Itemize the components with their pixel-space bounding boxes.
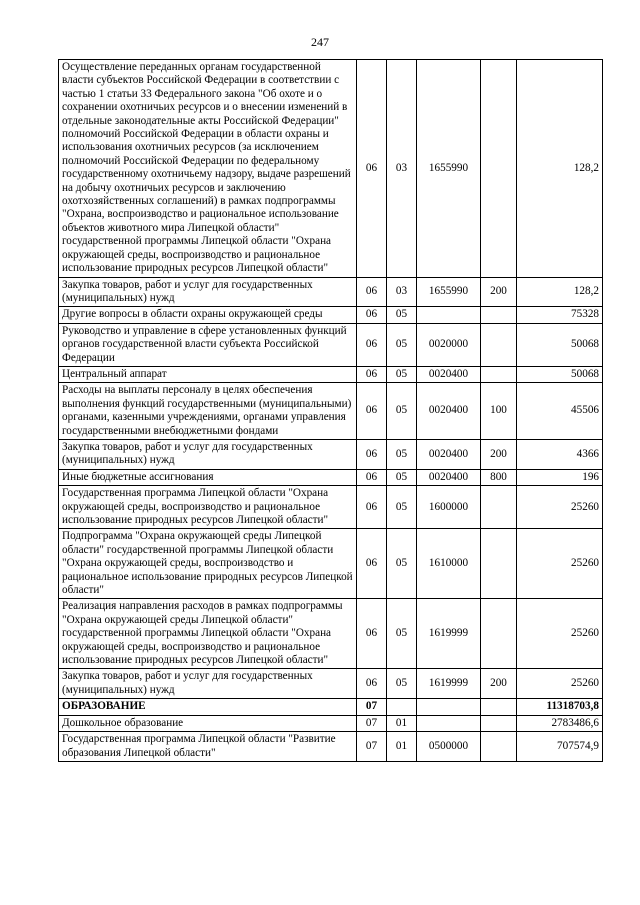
table-row	[59, 383, 603, 440]
cell-name: Подпрограмма "Охрана окружающей среды Липецкой области" государственной программы Липецкой области "Охрана окружающей среды, воспроизводство и рациональное использование природных ресурсов Липецкой области"	[59, 529, 357, 599]
cell-subsection: 05	[387, 307, 417, 323]
cell-name: Государственная программа Липецкой области "Охрана окружающей среды, воспроизводство и рациональное использование природных ресурсов Липецкой области"	[59, 486, 357, 529]
cell-expense-type: 800	[481, 469, 517, 485]
cell-subsection: 03	[387, 277, 417, 307]
cell-amount: 2783486,6	[517, 715, 603, 731]
cell-amount: 11318703,8	[517, 699, 603, 715]
table-row	[59, 439, 603, 469]
cell-expense-type: 100	[481, 383, 517, 440]
cell-expense-type: 200	[481, 669, 517, 699]
cell-section: 06	[357, 323, 387, 366]
cell-name: Государственная программа Липецкой области "Развитие образования Липецкой области"	[59, 732, 357, 762]
cell-name: Иные бюджетные ассигнования	[59, 469, 357, 485]
cell-subsection: 05	[387, 599, 417, 669]
cell-target-item	[417, 715, 481, 731]
cell-section: 06	[357, 366, 387, 382]
cell-subsection: 03	[387, 60, 417, 278]
cell-name: Дошкольное образование	[59, 715, 357, 731]
cell-expense-type	[481, 699, 517, 715]
cell-target-item: 1610000	[417, 529, 481, 599]
page-number: 247	[311, 35, 329, 49]
cell-section: 06	[357, 307, 387, 323]
cell-subsection: 01	[387, 732, 417, 762]
cell-target-item: 0020400	[417, 469, 481, 485]
cell-name: Закупка товаров, работ и услуг для государственных (муниципальных) нужд	[59, 669, 357, 699]
table-row	[59, 715, 603, 731]
cell-name: Расходы на выплаты персоналу в целях обеспечения выполнения функций государственными (муниципальными) органами, казенными учреждениями, органами управления государственными внебюджетными фондами	[59, 383, 357, 440]
cell-expense-type	[481, 599, 517, 669]
cell-expense-type	[481, 732, 517, 762]
cell-target-item: 0020000	[417, 323, 481, 366]
cell-amount: 50068	[517, 366, 603, 382]
table-row	[59, 669, 603, 699]
budget-table	[58, 59, 603, 762]
table-row	[59, 469, 603, 485]
cell-section: 06	[357, 439, 387, 469]
cell-subsection: 05	[387, 469, 417, 485]
cell-name: Реализация направления расходов в рамках подпрограммы "Охрана окружающей среды Липецкой области" государственной программы Липецкой области "Охрана окружающей среды, воспроизводство и рациональное использование природных ресурсов Липецкой области"	[59, 599, 357, 669]
cell-amount: 25260	[517, 599, 603, 669]
cell-amount: 707574,9	[517, 732, 603, 762]
cell-name: Осуществление переданных органам государственной власти субъектов Российской Федерации в соответствии с частью 1 статьи 33 Федерального закона "Об охоте и о сохранении охотничьих ресурсов и о внесении изменений в отдельные законодательные акты Российской Федерации" полномочий Российской Федерации в области охраны и использования охотничьих ресурсов (за исключением полномочий Российской Федерации по федеральному государственному охотничьему надзору, выдаче разрешений на добычу охотничьих ресурсов и заключению охотхозяйственных соглашений) в рамках подпрограммы "Охрана, воспроизводство и рациональное использование объектов животного мира Липецкой области" государственной программы Липецкой области "Охрана окружающей среды, воспроизводство и рациональное использование природных ресурсов Липецкой области"	[59, 60, 357, 278]
cell-expense-type	[481, 60, 517, 278]
cell-expense-type: 200	[481, 277, 517, 307]
cell-target-item: 1619999	[417, 669, 481, 699]
table-row	[59, 277, 603, 307]
cell-target-item: 1600000	[417, 486, 481, 529]
cell-name: Закупка товаров, работ и услуг для государственных (муниципальных) нужд	[59, 439, 357, 469]
cell-section: 06	[357, 60, 387, 278]
cell-subsection	[387, 699, 417, 715]
cell-target-item: 0020400	[417, 439, 481, 469]
table-row	[59, 323, 603, 366]
cell-expense-type: 200	[481, 439, 517, 469]
table-row	[59, 60, 603, 278]
cell-section: 06	[357, 277, 387, 307]
cell-section: 06	[357, 599, 387, 669]
cell-section: 06	[357, 669, 387, 699]
cell-expense-type	[481, 323, 517, 366]
cell-amount: 128,2	[517, 277, 603, 307]
cell-target-item: 1655990	[417, 60, 481, 278]
cell-subsection: 05	[387, 439, 417, 469]
table-row	[59, 307, 603, 323]
cell-subsection: 05	[387, 366, 417, 382]
cell-name: ОБРАЗОВАНИЕ	[59, 699, 357, 715]
table-body	[59, 60, 603, 762]
cell-amount: 50068	[517, 323, 603, 366]
cell-section: 07	[357, 715, 387, 731]
cell-target-item	[417, 699, 481, 715]
cell-amount: 25260	[517, 669, 603, 699]
cell-target-item: 0020400	[417, 383, 481, 440]
cell-section: 06	[357, 486, 387, 529]
cell-section: 06	[357, 529, 387, 599]
cell-target-item	[417, 307, 481, 323]
cell-subsection: 05	[387, 486, 417, 529]
cell-subsection: 05	[387, 323, 417, 366]
table-row	[59, 366, 603, 382]
cell-expense-type	[481, 307, 517, 323]
cell-subsection: 05	[387, 383, 417, 440]
cell-amount: 4366	[517, 439, 603, 469]
table-row	[59, 599, 603, 669]
cell-expense-type	[481, 486, 517, 529]
cell-amount: 75328	[517, 307, 603, 323]
cell-section: 07	[357, 732, 387, 762]
cell-target-item: 0020400	[417, 366, 481, 382]
cell-section: 06	[357, 469, 387, 485]
table-row	[59, 699, 603, 715]
cell-target-item: 0500000	[417, 732, 481, 762]
cell-subsection: 01	[387, 715, 417, 731]
cell-amount: 196	[517, 469, 603, 485]
cell-amount: 25260	[517, 529, 603, 599]
cell-subsection: 05	[387, 529, 417, 599]
cell-expense-type	[481, 366, 517, 382]
cell-amount: 25260	[517, 486, 603, 529]
cell-name: Руководство и управление в сфере установленных функций органов государственной власти субъекта Российской Федерации	[59, 323, 357, 366]
cell-name: Центральный аппарат	[59, 366, 357, 382]
cell-section: 07	[357, 699, 387, 715]
cell-expense-type	[481, 715, 517, 731]
table-row	[59, 486, 603, 529]
cell-name: Закупка товаров, работ и услуг для государственных (муниципальных) нужд	[59, 277, 357, 307]
cell-expense-type	[481, 529, 517, 599]
cell-target-item: 1619999	[417, 599, 481, 669]
cell-name: Другие вопросы в области охраны окружающей среды	[59, 307, 357, 323]
cell-subsection: 05	[387, 669, 417, 699]
cell-amount: 128,2	[517, 60, 603, 278]
cell-section: 06	[357, 383, 387, 440]
table-row	[59, 732, 603, 762]
cell-target-item: 1655990	[417, 277, 481, 307]
table-row	[59, 529, 603, 599]
cell-amount: 45506	[517, 383, 603, 440]
